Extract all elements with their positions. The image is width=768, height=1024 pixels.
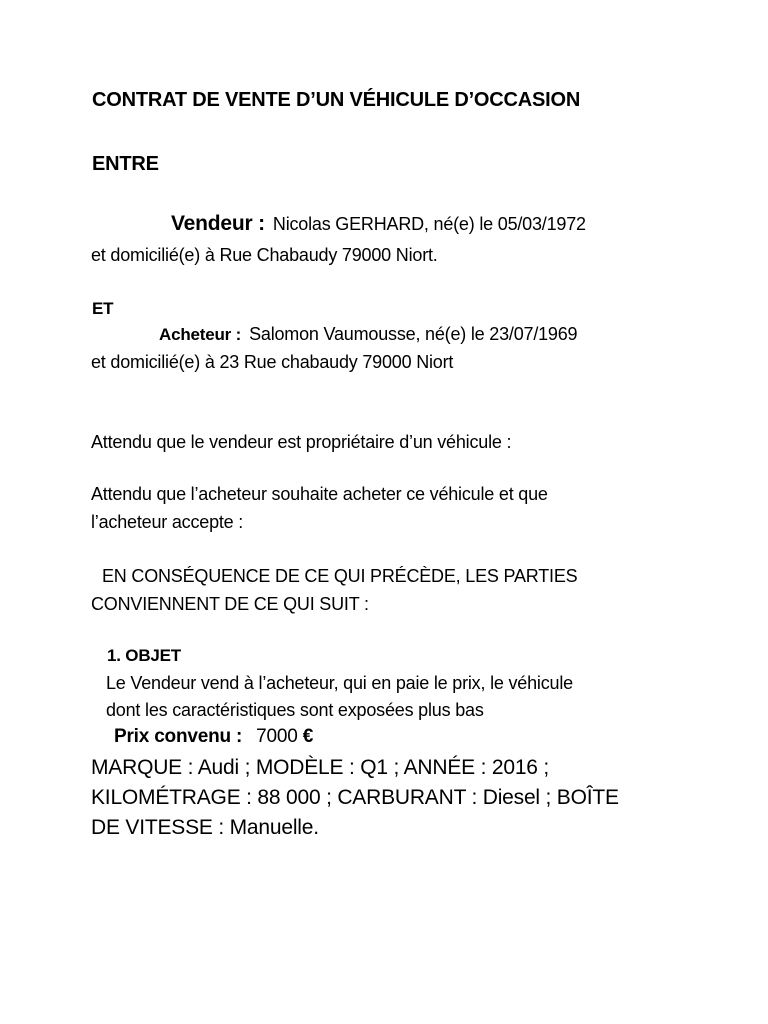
attendu-vendeur: Attendu que le vendeur est propriétaire d’un véhicule : [91, 432, 512, 452]
consequence-line-1: EN CONSÉQUENCE DE CE QUI PRÉCÈDE, LES PARTIES [102, 566, 578, 586]
objet-line-1: Le Vendeur vend à l’acheteur, qui en paie le prix, le véhicule [106, 673, 573, 693]
price-line [114, 726, 313, 748]
price-amount: 7000 [256, 726, 298, 747]
price-currency: € [302, 726, 314, 747]
document-title: CONTRAT DE VENTE D’UN VÉHICULE D’OCCASION [92, 89, 581, 111]
objet-line-2: dont les caractéristiques sont exposées plus bas [106, 700, 484, 720]
specs-line-2: KILOMÉTRAGE : 88 000 ; CARBURANT : Diesel ; BOÎTE [91, 786, 619, 809]
buyer-line-1 [159, 324, 577, 345]
specs-line-3: DE VITESSE : Manuelle. [91, 816, 319, 839]
et-heading: ET [92, 299, 114, 318]
seller-address: et domicilié(e) à Rue Chabaudy 79000 Niort. [91, 245, 438, 265]
seller-label: Vendeur : [171, 212, 265, 235]
price-label: Prix convenu : [114, 726, 243, 747]
buyer-identity: Salomon Vaumousse, né(e) le 23/07/1969 [249, 324, 578, 344]
objet-heading: 1. OBJET [107, 646, 181, 665]
specs-line-1: MARQUE : Audi ; MODÈLE : Q1 ; ANNÉE : 2016 ; [91, 756, 550, 779]
attendu-acheteur-line-2: l’acheteur accepte : [91, 512, 244, 532]
buyer-address: et domicilié(e) à 23 Rue chabaudy 79000 Niort [91, 352, 454, 372]
attendu-acheteur-line-1: Attendu que l’acheteur souhaite acheter ce véhicule et que [91, 484, 548, 504]
consequence-line-2: CONVIENNENT DE CE QUI SUIT : [91, 594, 369, 614]
seller-line-1 [171, 212, 586, 236]
seller-identity: Nicolas GERHARD, né(e) le 05/03/1972 [272, 214, 586, 234]
entre-heading: ENTRE [92, 153, 159, 175]
buyer-label: Acheteur : [159, 325, 242, 344]
